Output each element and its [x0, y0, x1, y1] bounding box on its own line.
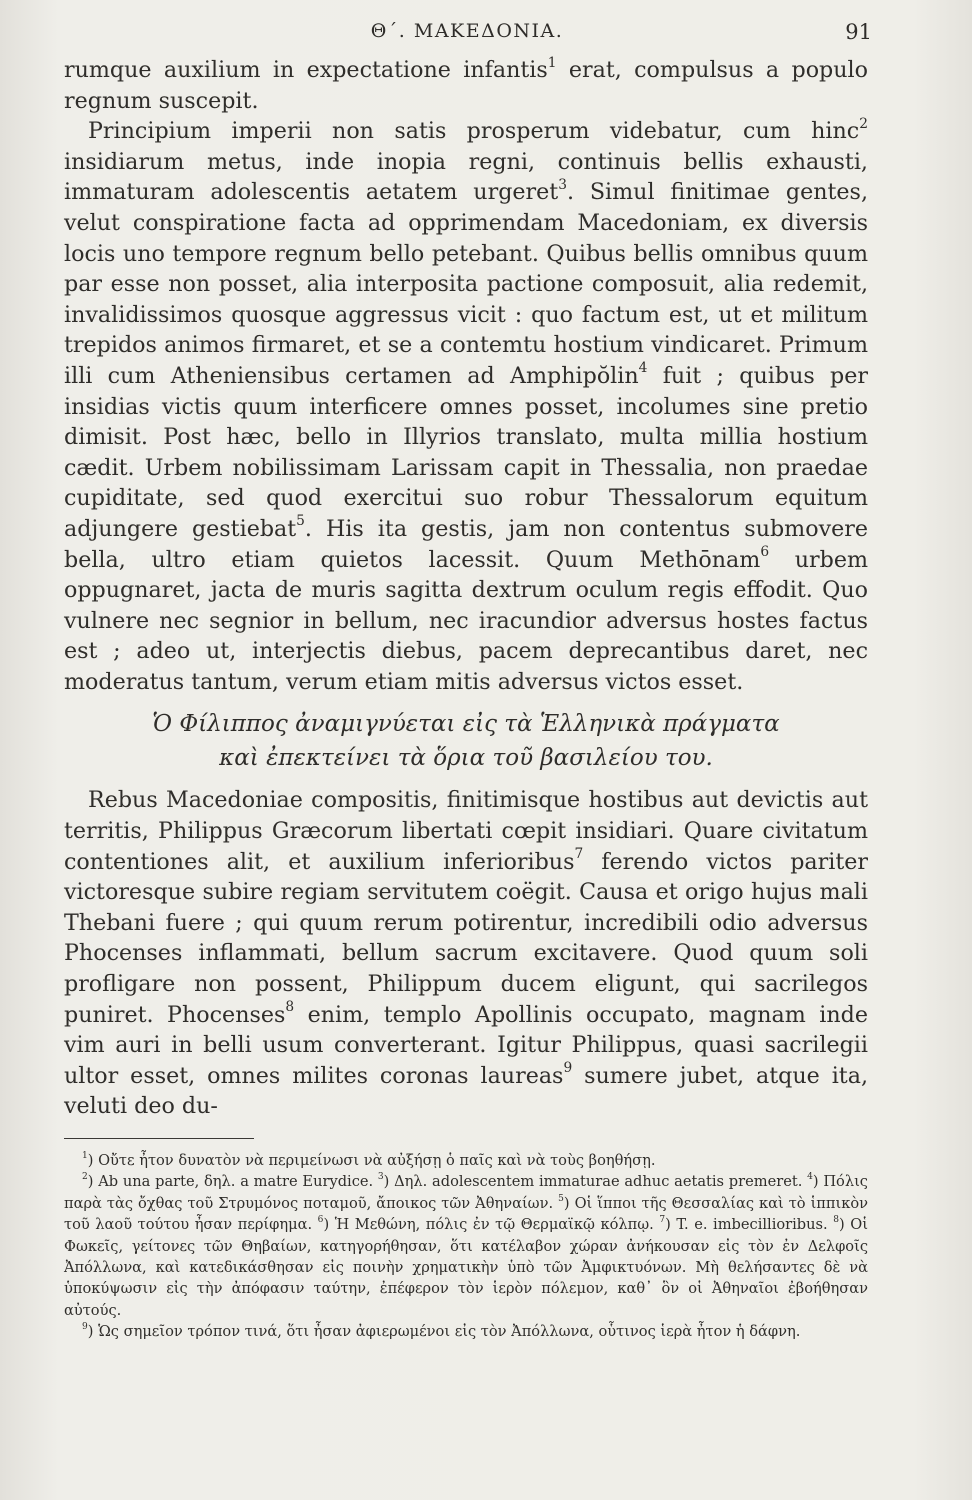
footnote-marker: 3 — [377, 1172, 384, 1183]
footnote-marker: 5 — [296, 513, 305, 530]
footnote-marker: 2 — [859, 115, 868, 132]
footnote-marker: 3 — [558, 176, 567, 193]
running-title: Θ΄. ΜΑΚΕΔΟΝΙΑ. — [370, 20, 564, 42]
text-run: urbem oppugnaret, jacta de muris sagitta dextrum oculum regis effodit. Quo vulnere nec segnior in bellum, nec iracundior adversus hostes factus est ; adeo ut, interjectis diebus, pacem deprecantibus daret, nec moderatus tantum, verum etiam mitis adversus victos esset. — [64, 546, 868, 695]
footnote-marker: 6 — [760, 544, 770, 561]
footnote-marker: 9 — [563, 1060, 573, 1077]
section-heading-line-2: καὶ ἐπεκτείνει τὰ ὅρια τοῦ βασιλείου του. — [219, 745, 713, 772]
text-run: ) Δηλ. adolescentem immaturae adhuc aetatis premeret. — [383, 1173, 808, 1191]
text-run: . Simul finitimae gentes, velut conspiratione facta ad opprimendam Macedoniam, ex diversis locis uno tempore regnum bello petebant. Quibus bellis omnibus quum par esse non posset, alia interposita pactione composuit, alia redemit, invalidissimos quosque aggressus vicit : quo factum est, ut et militum trepidos animos firmaret, et se a contemtu hostium vindicaret. Primum illi cum Atheniensibus certamen ad Amphipŏlin — [64, 179, 868, 389]
text-run: rumque auxilium in expectatione infantis — [64, 57, 548, 83]
footnote — [64, 1171, 868, 1321]
footnote-marker: 8 — [833, 1215, 840, 1226]
text-run: ) Οὔτε ἦτον δυνατὸν νὰ περιμείνωσι νὰ αὐξήσῃ ὁ παῖς καὶ νὰ τοὺς βοηθήσῃ. — [87, 1152, 656, 1169]
footnote-marker: 2 — [82, 1172, 88, 1183]
footnote — [64, 1321, 868, 1342]
running-head — [62, 20, 872, 54]
paragraph — [64, 785, 868, 1122]
main-text — [64, 55, 868, 1122]
footnote-marker: 1 — [82, 1150, 88, 1161]
page-number: 91 — [845, 20, 872, 44]
text-run: insidiarum metus, inde inopia regni, continuis bellis exhausti, immaturam adolescentis aetatem urgeret — [64, 148, 868, 206]
footnote-marker: 4 — [638, 360, 648, 377]
section-heading — [64, 707, 868, 775]
section-heading-line-1: Ὁ Φίλιππος ἀναμιγνύεται εἰς τὰ Ἑλληνικὰ πράγματα — [152, 711, 780, 738]
footnotes — [64, 1150, 868, 1343]
text-run: ) Οἱ Φωκεῖς, γείτονες τῶν Θηβαίων, κατηγορήθησαν, ὅτι κατέλαβον χώραν ἀνήκουσαν εἰς τὸν ἐν Δελφοῖς Ἀπόλλωνα, καὶ κατεδικάσθησαν εἰς ποινὴν χρηματικὴν ὑπὸ τῶν Ἀμφικτυόνων. Μὴ θελήσαντες δὲ νὰ ὑποκύψωσιν εἰς τὴν ἀπόφασιν ταύτην, ἐπέφερον τὸν ἱερὸν πόλεμον, καθ᾽ ὃν οἱ Ἀθηναῖοι ἐβοήθησαν αὐτούς. — [64, 1216, 868, 1319]
footnote — [64, 1150, 868, 1171]
text-run: ) Ὡς σημεῖον τρόπον τινά, ὅτι ἦσαν ἀφιερωμένοι εἰς τὸν Ἀπόλλωνα, οὗτινος ἱερὰ ἦτον ἡ δάφνη. — [87, 1323, 801, 1341]
footnote-marker: 6 — [317, 1215, 324, 1226]
paragraph — [64, 116, 868, 697]
text-run: ) T. e. imbecillioribus. — [665, 1216, 834, 1234]
footnote-marker: 8 — [285, 999, 295, 1016]
text-run: ) Οἱ ἵπποι τῆς Θεσσαλίας καὶ τὸ ἱππικὸν τοῦ λαοῦ τούτου ἦσαν περίφημα. — [64, 1194, 868, 1234]
text-run: . His ita gestis, jam non contentus submovere bella, ultro etiam quietos lacessit. Quum Methōnam — [64, 515, 868, 573]
text-run: erat, compulsus a populo regnum suscepit. — [64, 57, 869, 114]
text-run: ) Ἡ Μεθώνη, πόλις ἐν τῷ Θερμαϊκῷ κόλπῳ. — [323, 1216, 660, 1234]
footnote-marker: 4 — [807, 1172, 813, 1183]
text-run: ferendo victos pariter victoresque subire regiam servitutem coëgit. Causa et origo hujus mali Thebani fuere ; qui quum rerum potirentur, incredibili odio adversus Phocenses inflammati, bellum sacrum excitavere. Quod quum soli profligare non possent, Philippum ducem eligunt, qui sacrilegos puniret. Phocenses — [64, 848, 868, 1028]
text-run: ) Πόλις παρὰ τὰς ὄχθας τοῦ Στρυμόνος ποταμοῦ, ἄποικος τῶν Ἀθηναίων. — [64, 1173, 868, 1212]
footnote-marker: 9 — [82, 1322, 88, 1333]
text-run: sumere jubet, atque ita, veluti deo du- — [64, 1062, 868, 1120]
footnote-marker: 7 — [659, 1215, 666, 1226]
paragraph — [64, 55, 868, 116]
footnote-marker: 5 — [558, 1193, 564, 1204]
text-run: fuit ; quibus per insidias victis quum interficere omnes posset, incolumes sine pretio dimisit. Post hæc, bello in Illyrios translato, multa millia hostium cædit. Urbem nobilissimam Larissam capit in Thessalia, non praedae cupiditate, sed quod exercitui suo robur Thessalorum equitum adjungere gestiebat — [64, 362, 868, 542]
footnote-rule — [64, 1138, 254, 1139]
text-run: Rebus Macedoniae compositis, finitimisque hostibus aut devictis aut territis, Philippus Græcorum libertati cœpit insidiari. Quare civitatum contentiones alit, et auxilium inferioribus — [64, 787, 868, 875]
text-run: Principium imperii non satis prosperum videbatur, cum hinc — [88, 118, 860, 145]
footnote-marker: 1 — [547, 54, 557, 71]
text-run: ) Ab una parte, δηλ. a matre Eurydice. — [87, 1173, 378, 1191]
text-run: enim, templo Apollinis occupato, magnam inde vim auri in belli usum converterant. Igitur Philippus, quasi sacrilegii ultor esset, omnes milites coronas laureas — [64, 1001, 868, 1089]
footnote-marker: 7 — [574, 846, 584, 863]
